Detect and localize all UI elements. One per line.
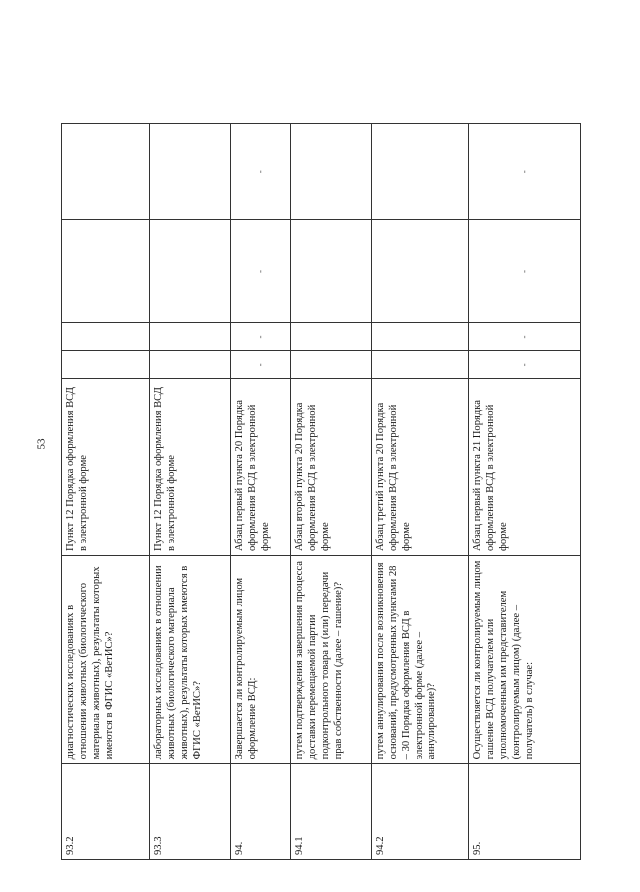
row-answer-yes xyxy=(149,351,230,379)
row-answer-na: - xyxy=(230,220,290,323)
table-row xyxy=(62,124,150,860)
row-number: 94. xyxy=(230,764,290,860)
row-answer-yes: - xyxy=(468,351,580,379)
row-answer-yes xyxy=(62,351,150,379)
row-reference: Абзац первый пункта 20 Порядка оформления ВСД в электронной форме xyxy=(230,379,290,556)
table-row xyxy=(290,124,371,860)
row-answer-na xyxy=(62,220,150,323)
page-number: 53 xyxy=(35,438,48,450)
row-answer-na xyxy=(149,220,230,323)
row-number: 93.3 xyxy=(149,764,230,860)
row-number: 95. xyxy=(468,764,580,860)
row-answer-no xyxy=(62,323,150,351)
row-number: 93.2 xyxy=(62,764,150,860)
row-reference: Абзац первый пункта 21 Порядка оформления ВСД в электронной форме xyxy=(468,379,580,556)
row-notes xyxy=(290,124,371,220)
checklist-table xyxy=(61,123,581,860)
row-answer-na xyxy=(290,220,371,323)
row-reference: Абзац третий пункта 20 Порядка оформления ВСД в электронной форме xyxy=(371,379,468,556)
row-notes: - xyxy=(468,124,580,220)
row-answer-yes xyxy=(290,351,371,379)
row-reference: Пункт 12 Порядка оформления ВСД в электронной форме xyxy=(62,379,150,556)
checklist-table-container xyxy=(61,123,581,860)
row-number: 94.2 xyxy=(371,764,468,860)
row-question: лабораторных исследованиях в отношении животных (биологического материала животных), результаты которых имеются в ФГИС «ВетИС»? xyxy=(149,556,230,764)
table-row xyxy=(230,124,290,860)
row-question: Завершается ли контролируемым лицом оформление ВСД: xyxy=(230,556,290,764)
row-answer-no xyxy=(371,323,468,351)
table-row xyxy=(149,124,230,860)
row-answer-no: - xyxy=(468,323,580,351)
row-answer-no xyxy=(149,323,230,351)
row-answer-yes: - xyxy=(230,351,290,379)
row-answer-no: - xyxy=(230,323,290,351)
row-answer-yes xyxy=(371,351,468,379)
row-notes xyxy=(149,124,230,220)
row-notes xyxy=(371,124,468,220)
row-answer-na: - xyxy=(468,220,580,323)
table-row xyxy=(371,124,468,860)
row-reference: Пункт 12 Порядка оформления ВСД в электронной форме xyxy=(149,379,230,556)
row-question: путем аннулирования после возникновения оснований, предусмотренных пунктами 28 – 30 Порядка оформления ВСД в электронной форме (далее – аннулирование)? xyxy=(371,556,468,764)
row-question: Осуществляется ли контролируемым лицом гашение ВСД получателем или уполномоченным им представителем (контролируемым лицом) (далее – получатель) в случае: xyxy=(468,556,580,764)
row-question: диагностических исследованиях в отношении животных (биологического материала животных), результаты которых имеются в ФГИС «ВетИС»? xyxy=(62,556,150,764)
row-answer-na xyxy=(371,220,468,323)
row-reference: Абзац второй пункта 20 Порядка оформления ВСД в электронной форме xyxy=(290,379,371,556)
table-row xyxy=(468,124,580,860)
row-question: путем подтверждения завершения процесса доставки перемещаемой партии подконтрольного товара и (или) передачи прав собственности (далее – гашение)? xyxy=(290,556,371,764)
row-notes xyxy=(62,124,150,220)
row-notes: - xyxy=(230,124,290,220)
row-answer-no xyxy=(290,323,371,351)
row-number: 94.1 xyxy=(290,764,371,860)
